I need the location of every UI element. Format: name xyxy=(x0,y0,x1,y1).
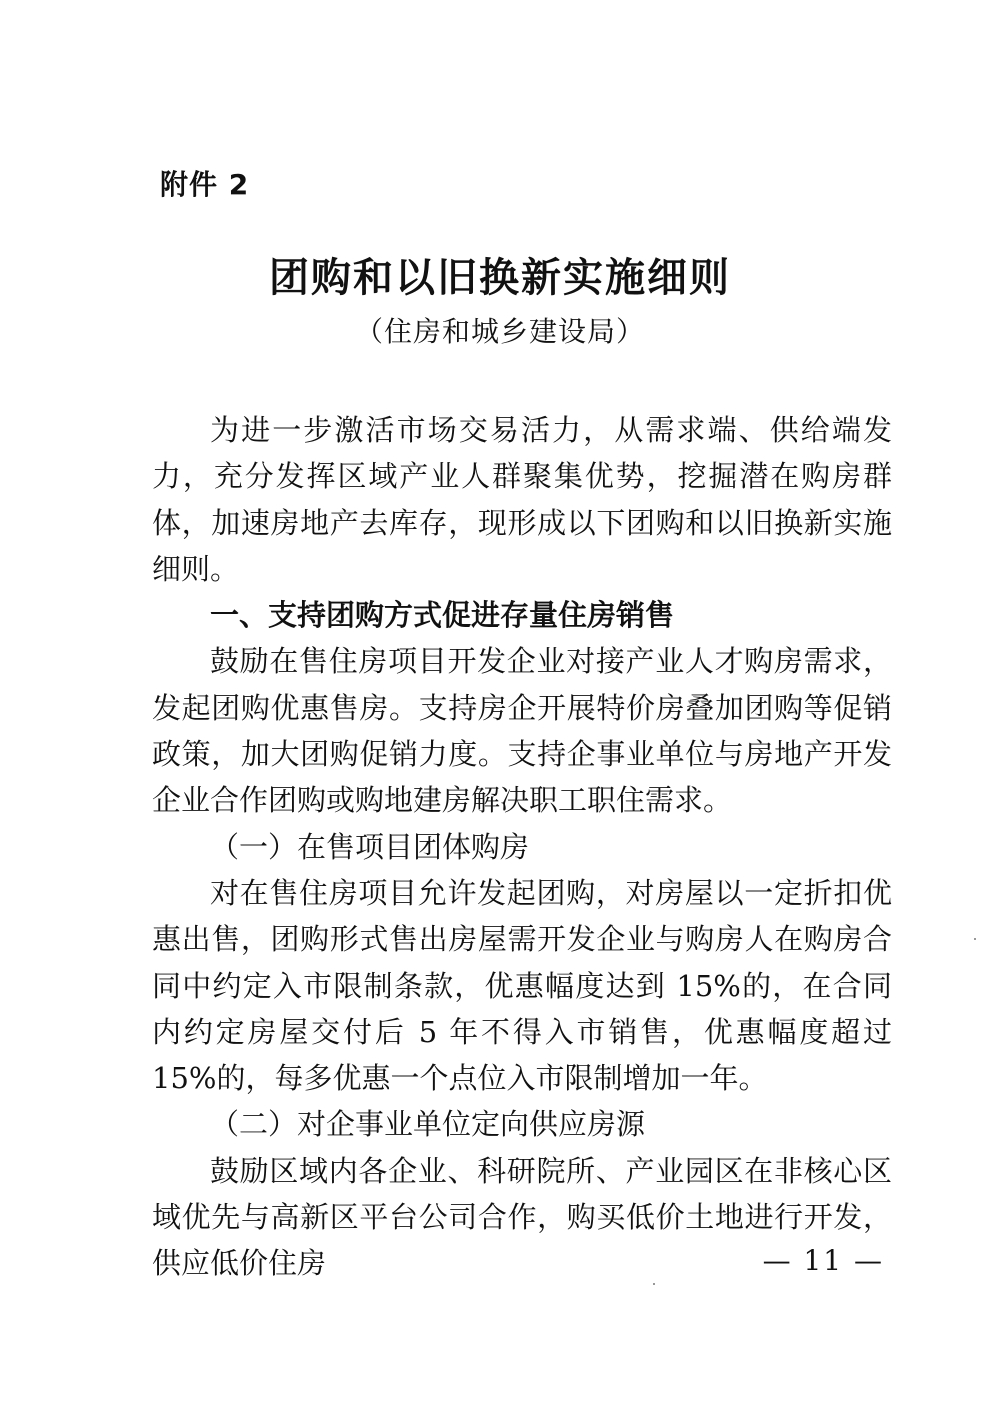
intro-paragraph: 为进一步激活市场交易活力，从需求端、供给端发力，充分发挥区域产业人群聚集优势，挖掘潜在购房群体，加速房地产去库存，现形成以下团购和以旧换新实施细则。 xyxy=(152,413,892,586)
section-1-paragraph: 鼓励在售住房项目开发企业对接产业人才购房需求，发起团购优惠售房。支持房企开展特价房叠加团购等促销政策，加大团购促销力度。支持企事业单位与房地产开发企业合作团购或购地建房解决职工职住需求。 xyxy=(152,644,892,818)
page-number: — 11 — xyxy=(762,1244,884,1277)
document-body xyxy=(152,407,892,1287)
document-subtitle: （住房和城乡建设局） xyxy=(354,315,645,348)
attachment-label: 附件 2 xyxy=(160,168,250,201)
subsection-2-heading: （二）对企事业单位定向供应房源 xyxy=(210,1107,646,1142)
scan-speck xyxy=(974,938,976,940)
subsection-1-heading: （一）在售项目团体购房 xyxy=(210,829,530,864)
subsection-2-paragraph: 鼓励区域内各企业、科研院所、产业园区在非核心区域优先与高新区平台公司合作，购买低价土地进行开发，供应低价住房 xyxy=(152,1153,892,1281)
subsection-1-paragraph: 对在售住房项目允许发起团购，对房屋以一定折扣优惠出售，团购形式售出房屋需开发企业与购房人在购房合同中约定入市限制条款，优惠幅度达到 15%的，在合同内约定房屋交付后 5 年不得入市销售，优惠幅度超过 15%的，每多优惠一个点位入市限制增加一年。 xyxy=(152,875,892,1096)
scan-speck xyxy=(653,1283,655,1285)
document-title: 团购和以旧换新实施细则 xyxy=(269,254,731,301)
section-1-heading: 一、支持团购方式促进存量住房销售 xyxy=(210,598,675,633)
